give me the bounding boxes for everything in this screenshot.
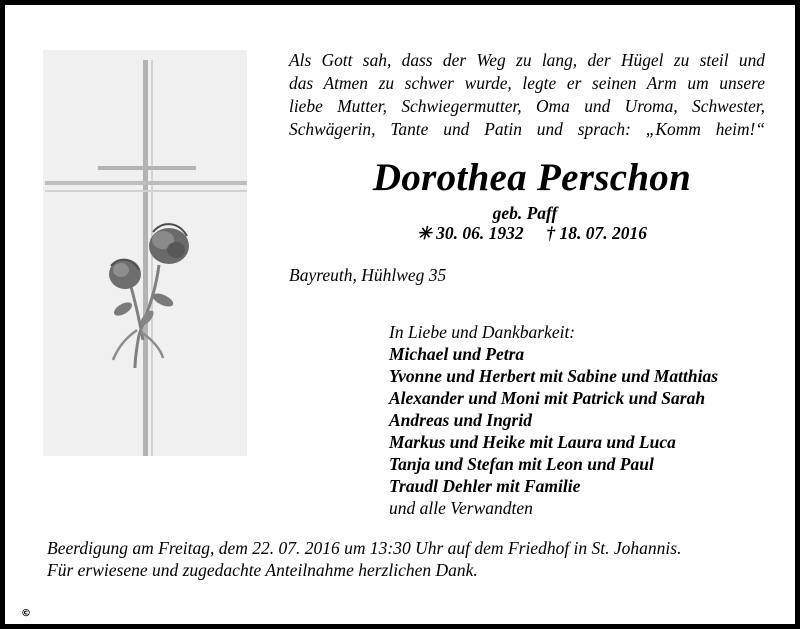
quote-line: Schwägerin, Tante und Patin und sprach: „Komm heim!“	[289, 119, 765, 139]
quote-line: Als Gott sah, dass der Weg zu lang, der Hügel zu steil und	[289, 50, 765, 70]
mourners-list	[389, 321, 718, 519]
death-cross-icon: †	[546, 223, 556, 243]
mourners-intro: In Liebe und Dankbarkeit:	[389, 322, 576, 342]
deceased-name: Dorothea Perschon	[372, 156, 692, 199]
mourner-entry: Traudl Dehler mit Familie	[389, 476, 581, 496]
mourner-entry: Alexander und Moni mit Patrick und Sarah	[389, 388, 706, 408]
copyright-icon: ©	[21, 608, 31, 619]
mourner-entry: Andreas und Ingrid	[389, 410, 532, 430]
mourner-entry: Michael und Petra	[389, 344, 525, 364]
death-date: 18. 07. 2016	[559, 223, 647, 243]
birth-star-icon: ✳	[417, 223, 432, 243]
mourner-entry: Tanja und Stefan mit Leon und Paul	[389, 454, 654, 474]
quote-line: liebe Mutter, Schwiegermutter, Oma und Uroma, Schwester,	[289, 96, 765, 116]
quote-line: das Atmen zu schwer wurde, legte er seinen Arm um unsere	[289, 73, 765, 93]
funeral-line: Beerdigung am Freitag, dem 22. 07. 2016 um 13:30 Uhr auf dem Friedhof in St. Johannis.	[47, 538, 682, 558]
life-dates	[397, 223, 667, 244]
thanks-line: Für erwiesene und zugedachte Anteilnahme herzlichen Dank.	[47, 560, 478, 580]
birth-date: 30. 06. 1932	[436, 223, 524, 243]
cross-with-roses-illustration	[43, 50, 247, 456]
mourner-entry: Yvonne und Herbert mit Sabine und Matthias	[389, 366, 719, 386]
mourner-entry: Markus und Heike mit Laura und Luca	[389, 432, 676, 452]
address: Bayreuth, Hühlweg 35	[289, 265, 447, 285]
birth-name: geb. Paff	[492, 203, 558, 223]
mourners-closing: und alle Verwandten	[389, 498, 533, 518]
funeral-info	[47, 537, 681, 581]
quote-paragraph	[289, 49, 765, 141]
